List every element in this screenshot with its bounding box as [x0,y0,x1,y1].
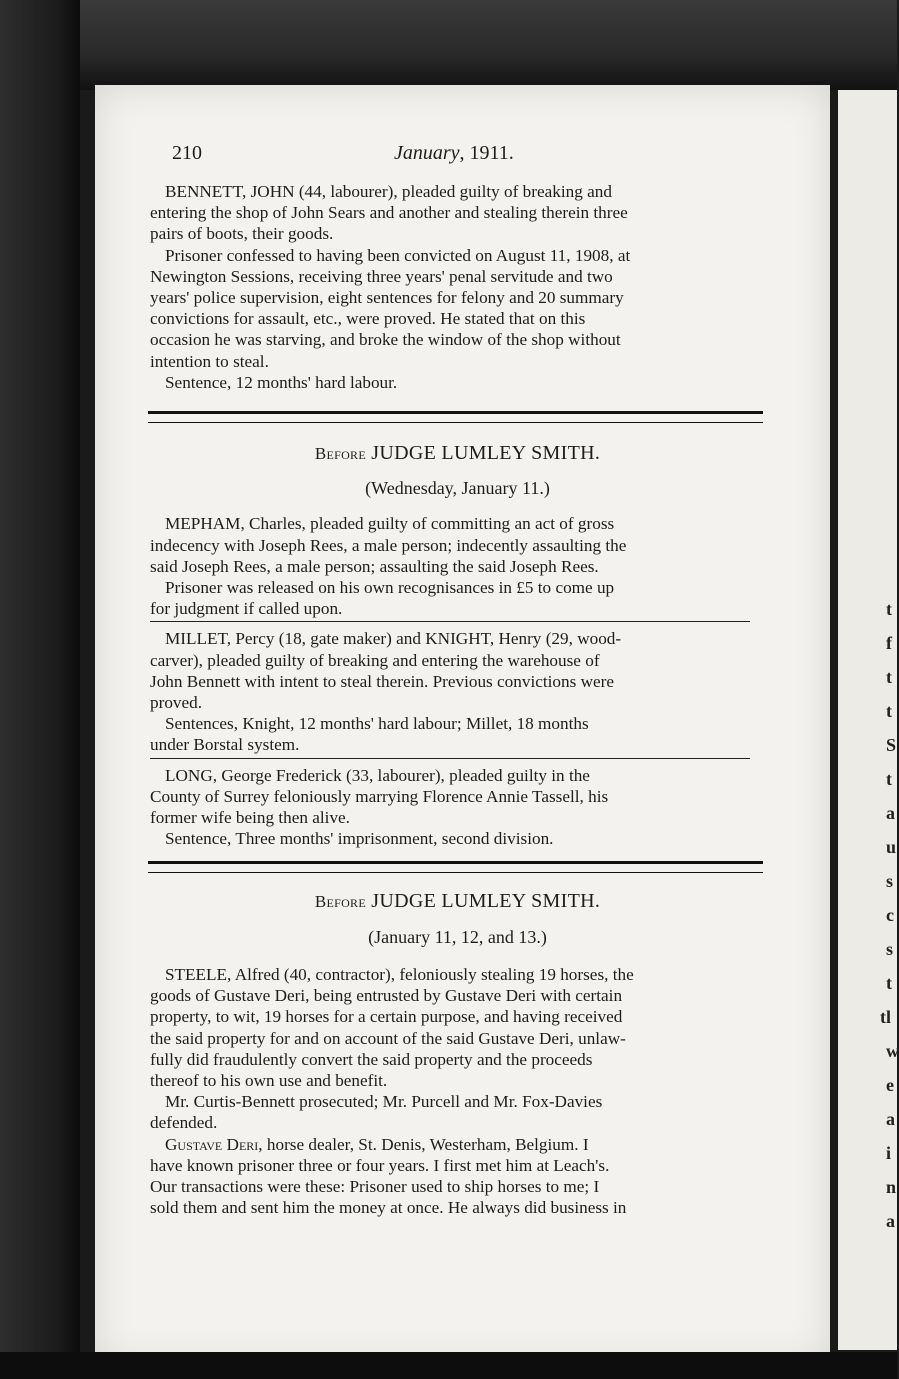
text-line: occasion he was starving, and broke the window of the shop without [150,330,621,350]
running-title-year: , 1911. [459,142,514,164]
section-heading [150,443,765,464]
text-line: the said property for and on account of the said Gustave Deri, unlaw- [150,1028,626,1048]
text-line: County of Surrey feloniously marrying Florence Annie Tassell, his [150,786,609,806]
sentence-line: under Borstal system. [150,735,300,755]
text-line: John Bennett with intent to steal therein. Previous convictions were [150,671,614,691]
heading-before: Before [314,444,366,464]
heading-judge: JUDGE LUMLEY SMITH. [366,890,601,913]
text-line: fully did fraudulently convert the said property and the proceeds [150,1049,593,1069]
text-line: for judgment if called upon. [150,599,343,619]
section-heading [150,891,765,912]
running-title-month: January [394,142,460,164]
witness-text: horse dealer, St. Denis, Westerham, Belgium. I [262,1134,589,1154]
text-line: BENNETT, JOHN (44, labourer), pleaded guilty of breaking and [165,182,612,201]
text-line: sold them and sent him the money at once. He always did business in [150,1198,627,1218]
facing-page-char: f [886,633,892,653]
page-header [150,135,765,175]
text-line: goods of Gustave Deri, being entrusted by Gustave Deri with certain [150,986,623,1006]
heading-before: Before [314,892,366,912]
sentence-line: Sentence, 12 months' hard labour. [165,372,398,392]
facing-page-char: t [886,973,892,993]
facing-page-char: i [886,1143,892,1163]
scan-background-bottom [0,1352,897,1379]
witness-name: Gustave Deri, [165,1134,263,1154]
facing-page-edge [838,90,897,1350]
witness-line [150,1134,765,1155]
text-line: Our transactions were these: Prisoner used to ship horses to me; I [150,1176,600,1196]
facing-page-char: u [886,837,897,857]
facing-page-char: s [886,871,894,891]
facing-page-char: tl [880,1007,891,1027]
facing-page-char: a [886,1211,895,1231]
text-line: Newington Sessions, receiving three years' penal servitude and two [150,266,613,286]
page-number: 210 [172,142,202,164]
facing-page-char: S [886,735,897,755]
section-date: (January 11, 12, and 13.) [368,926,547,947]
scan-background-left [0,0,80,1379]
facing-page-char: t [886,667,892,687]
text-line: thereof to his own use and benefit. [150,1070,388,1090]
text-line: Prisoner was released on his own recognisances in £5 to come up [165,578,615,598]
text-line: Mr. Curtis-Bennett prosecuted; Mr. Purcell and Mr. Fox-Davies [165,1092,603,1112]
text-line: STEELE, Alfred (40, contractor), feloniously stealing 19 horses, the [165,964,634,984]
text-line: years' police supervision, eight sentences for felony and 20 summary [150,288,624,308]
section-divider [148,861,763,873]
case-divider [150,758,750,759]
facing-page-char: t [886,701,892,721]
section-date: (Wednesday, January 11.) [365,478,550,499]
scan-background-top [0,0,897,90]
case-text [150,181,765,393]
facing-page-char: s [886,939,894,959]
heading-judge: JUDGE LUMLEY SMITH. [366,442,601,465]
text-line: property, to wit, 19 horses for a certain purpose, and having received [150,1007,623,1027]
case-bennett [150,181,765,393]
text-line: indecency with Joseph Rees, a male person; indecently assaulting the [150,535,627,555]
page-content [150,135,765,1218]
sentence-line: Sentences, Knight, 12 months' hard labour; Millet, 18 months [165,714,589,734]
text-line: said Joseph Rees, a male person; assaulting the said Joseph Rees. [150,556,599,576]
text-line: MEPHAM, Charles, pleaded guilty of committing an act of gross [165,514,615,534]
text-line: Prisoner confessed to having been convicted on August 11, 1908, at [165,245,631,265]
text-line: entering the shop of John Sears and another and stealing therein three [150,203,628,223]
running-title [394,143,514,164]
text-line: intention to steal. [150,351,269,371]
text-line: proved. [150,693,203,713]
facing-page-char: a [886,803,895,823]
text-line: former wife being then alive. [150,808,350,828]
case-millet [150,628,765,755]
facing-page-char: t [886,769,892,789]
text-line: pairs of boots, their goods. [150,224,334,244]
section-divider [148,411,763,423]
facing-page-char: c [886,905,894,925]
facing-page-char: n [886,1177,897,1197]
facing-page-char: t [886,599,892,619]
sentence-line: Sentence, Three months' imprisonment, second division. [165,829,554,849]
case-long [150,765,765,850]
text-line: convictions for assault, etc., were proved. He stated that on this [150,309,586,329]
case-steele [150,964,765,1218]
case-divider [150,621,750,622]
facing-page-char: w [886,1041,899,1061]
text-line: MILLET, Percy (18, gate maker) and KNIGHT, Henry (29, wood- [165,629,622,649]
text-line: have known prisoner three or four years. I first met him at Leach's. [150,1155,610,1175]
text-line: defended. [150,1113,218,1133]
text-line: LONG, George Frederick (33, labourer), pleaded guilty in the [165,765,590,785]
case-mepham [150,513,765,619]
text-line: carver), pleaded guilty of breaking and entering the warehouse of [150,650,600,670]
facing-page-char: a [886,1109,895,1129]
facing-page-char: e [886,1075,894,1095]
